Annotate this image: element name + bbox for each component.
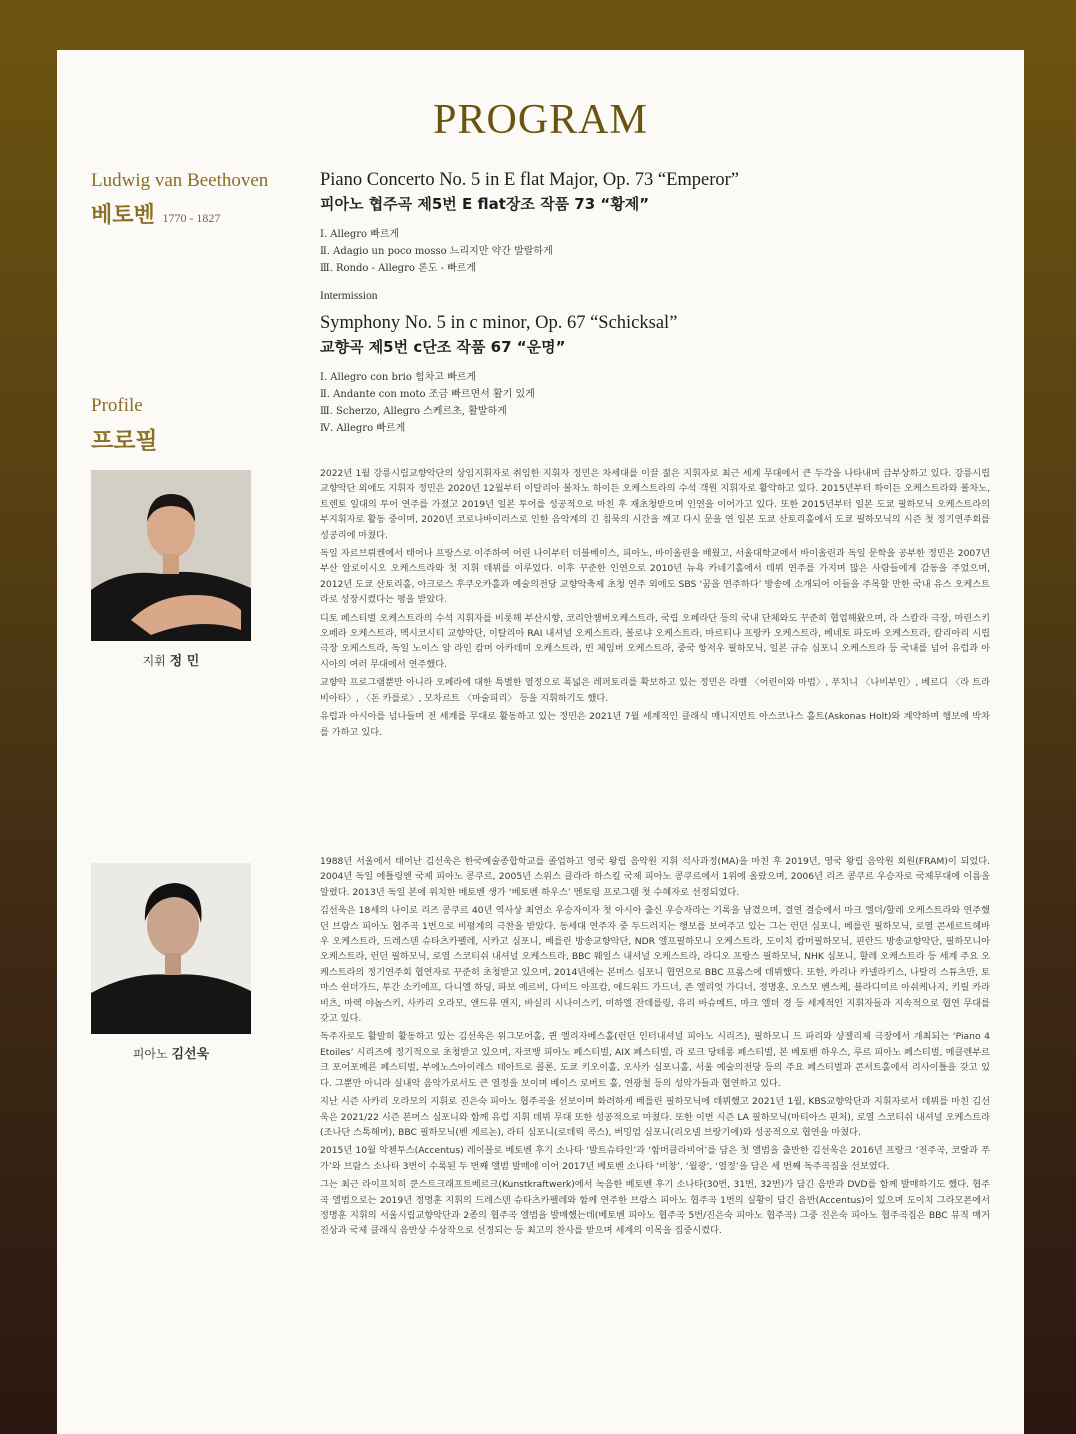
conductor-photo (91, 470, 251, 641)
composer-years: 1770 - 1827 (162, 211, 221, 225)
bio-paragraph: 독일 자르브뤼켄에서 태어나 프랑스로 이주하여 어린 나이부터 더블베이스, 피아노, 바이올린을 배웠고, 서울대학교에서 바이올린과 독일 문학을 공부한 정민은 2007년 부산 알로이시오 오케스트라와 첫 지휘 데뷔를 이루었다. 이후 꾸준한 인연으로 2010년 뉴욕 카네기홀에서 데뷔 연주를 가지며 많은 사람들에게 감동을 주었으며, 2012년 도쿄 산토리홀, 아크로스 후쿠오카홀과 예술의전당 교향악축제 초청 연주 외에도 SBS ‘꿈을 연주하다’ 방송에 소개되어 이들을 주목할 만한 국내 유스 오케스트라로 성장시켰다는 평을 받았다. (320, 548, 990, 606)
work-1-title-ko: 피아노 협주곡 제5번 E flat장조 작품 73 “황제” (320, 195, 650, 213)
work-1 (320, 170, 990, 277)
bio-paragraph: 독주자로도 활발히 활동하고 있는 김선욱은 위그모어홀, 퀸 엘리자베스홀(런던 인터내셔널 피아노 시리즈), 필하모니 드 파리와 샹젤리제 극장에서 개최되는 ‘Piano 4 Etoiles’ 시리즈에 정기적으로 초청받고 있으며, 자코뱅 피아노 페스티벌, AIX 페스티벌, 라 로크 당테롱 페스티벌, 본 베토벤 하우스, 루르 피아노 페스티벌, 메클렌부르크 포어포메른 페스티벌, 부에노스아이레스 테아트로 콜론, 도쿄 키오이홀, 오사카 심포니홀, 서울 예술의전당 등의 주요 페스티벌과 콘서트홀에서 리사이틀을 갖고 있다. 그뿐만 아니라 실내악 음악가로서도 큰 열정을 보이며 베이스 로버트 홀, 연광철 등의 성악가들과 협연하고 있다. (320, 1031, 990, 1089)
pianist-caption (91, 1043, 251, 1062)
bio-paragraph: 지난 시즌 사카리 오라모의 지휘로 진은숙 피아노 협주곡을 선보이며 화려하게 베를린 필하모닉에 데뷔했고 2021년 1월, KBS교향악단과 지휘자로서 데뷔를 마친 김선욱은 2021/22 시즌 본머스 심포니와 함께 유럽 지휘 데뷔 무대 또한 성공적으로 마쳤다. 또한 이번 시즌 LA 필하모닉(마티아스 핀처), 로열 스코티쉬 내셔널 오케스트라(조나단 스톡해머), BBC 필하모닉(벤 게르논), 라티 심포니(로데릭 콕스), 버밍엄 심포니(리오넬 브랑기에)와 성공적으로 협연을 마쳤다. (320, 1096, 990, 1138)
profile-heading-ko: 프로필 (91, 428, 158, 454)
work-2-title-ko: 교향곡 제5번 c단조 작품 67 “운명” (320, 338, 566, 356)
work-2-title-en: Symphony No. 5 in c minor, Op. 67 “Schicksal” (320, 313, 678, 333)
composer-name-en: Ludwig van Beethoven (91, 170, 269, 191)
work-2-movement: Ⅰ. Allegro con brio 힘차고 빠르게 (320, 372, 477, 383)
bio-paragraph: 2022년 1월 강릉시립교향악단의 상임지휘자로 취임한 지휘자 정민은 차세대를 이끌 젊은 지휘자로 최근 세계 무대에서 큰 두각을 나타내며 급부상하고 있다. 강릉시립교향악단 외에도 지휘자 정민은 2020년 12월부터 이탈리아 볼차노 하이든 오케스트라의 수석 객원 지휘자로 활약하고 있다. 2015년부터 하이든 오케스트라와 볼차노, 트렌토 일대의 투어 연주를 가졌고 2019년 일본 투어를 성공적으로 마친 후 재초청받으며 인연을 이어가고 있다. 또한 2015년부터 일본 도쿄 필하모닉 오케스트라의 부지휘자로 활동 중이며, 2020년 코로나바이러스로 인한 음악계의 긴 침묵의 시간을 깨고 다시 문을 연 일본 도쿄 산토리홀에서 도쿄 필하모닉의 시즌 첫 정기연주회를 성공리에 마쳤다. (320, 468, 990, 541)
pianist-bio (320, 854, 990, 1242)
page-title: PROGRAM (433, 97, 648, 143)
work-2-movement: Ⅲ. Scherzo, Allegro 스케르초, 활발하게 (320, 406, 507, 417)
pianist-role: 피아노 (132, 1047, 168, 1061)
composer-name-ko-text: 베토벤 (91, 203, 155, 228)
conductor-name: 정 민 (169, 654, 200, 669)
bio-paragraph: 교향악 프로그램뿐만 아니라 오페라에 대한 특별한 열정으로 폭넓은 레퍼토리를 확보하고 있는 정민은 라벨 〈어린이와 마법〉, 푸치니 〈나비부인〉, 베르디 〈라 트라비아타〉, 〈돈 카를로〉, 모차르트 〈마술피리〉 등을 지휘하기도 했다. (320, 677, 990, 704)
work-2 (320, 313, 990, 437)
conductor-caption (91, 650, 251, 669)
bio-paragraph: 1988년 서울에서 태어난 김선욱은 한국예술종합학교를 졸업하고 영국 왕립 음악원 지휘 석사과정(MA)을 마친 후 2019년, 영국 왕립 음악원 회원(FRAM)이 되었다. 2004년 독일 에틀링엔 국제 피아노 콩쿠르, 2005년 스위스 클라라 하스킬 국제 피아노 콩쿠르에서 1위에 올랐으며, 2006년 리즈 콩쿠르 우승자로 국제무대에 이름을 알렸다. 2013년 독일 본에 위치한 베토벤 생가 ‘베토벤 하우스’ 멘토링 프로그램 첫 수혜자로 선정되었다. (320, 856, 990, 898)
conductor-role: 지휘 (142, 654, 166, 668)
work-2-movement: Ⅱ. Andante con moto 조금 빠르면서 활기 있게 (320, 389, 535, 400)
work-1-movement: Ⅲ. Rondo - Allegro 론도 - 빠르게 (320, 263, 477, 274)
conductor-bio (320, 466, 990, 743)
bio-paragraph: 그는 최근 라이프치히 쿤스트크래프트베르크(Kunstkraftwerk)에서 녹음한 베토벤 후기 소나타(30번, 31번, 32번)가 담긴 음반과 DVD를 함께 발매하기도 했다. 협주곡 앨범으로는 2019년 정명훈 지휘의 드레스덴 슈타츠카펠레와 함께 연주한 브람스 피아노 협주곡 1번의 실황이 담긴 음반(Accentus)이 있으며 도이치 그라모폰에서 정명훈 지휘의 서울시립교향악단과 2종의 협주곡 앨범을 발매했는데(베토벤 피아노 협주곡 5번/진은숙 피아노 협주곡) 그중 진은숙 피아노 협주곡집은 BBC 뮤직 매거진상과 국제 클래식 음반상 수상작으로 선정되는 등 최고의 찬사를 받으며 세계의 이목을 집중시켰다. (320, 1179, 990, 1237)
profile-heading-en: Profile (91, 395, 143, 416)
work-1-movement: Ⅰ. Allegro 빠르게 (320, 229, 400, 240)
pianist-name: 김선욱 (171, 1047, 210, 1062)
work-1-title-en: Piano Concerto No. 5 in E flat Major, Op. 73 “Emperor” (320, 170, 740, 190)
composer-name-ko (91, 198, 311, 229)
bio-paragraph: 디토 페스티벌 오케스트라의 수석 지휘자를 비롯해 부산시향, 코리안챔버오케스트라, 국립 오페라단 등의 국내 단체와도 꾸준히 협업해왔으며, 라 스칼라 극장, 마린스키 오페라 오케스트라, 멕시코시티 교향악단, 이탈리아 RAI 내셔널 오케스트라, 볼로냐 오케스트라, 마르티나 프랑카 오케스트라, 베네토 파도바 오케스트라, 칼리아리 시립극장 오케스트라, 독일 노이스 암 라인 캄머 아카데미 오케스트라, 빈 체임버 오케스트라, 중국 항저우 필하모닉, 일본 규슈 심포니 오케스트라 등 국내를 넘어 유럽과 아시아의 여러 무대에서 연주했다. (320, 612, 990, 670)
work-2-movement: Ⅳ. Allegro 빠르게 (320, 423, 406, 434)
bio-paragraph: 2015년 10월 악첸투스(Accentus) 레이블로 베토벤 후기 소나타 ‘발트슈타인’과 ‘함머클라비어’를 담은 첫 앨범을 출반한 김선욱은 2016년 프랑크 ‘전주곡, 코랄과 푸가’와 브람스 소나타 3번이 수록된 두 번째 앨범 발매에 이어 2017년 베토벤 소나타 ‘비창’, ‘월광’, ‘열정’을 담은 세 번째 독주곡집을 선보였다. (320, 1145, 990, 1172)
work-1-movement: Ⅱ. Adagio un poco mosso 느리지만 약간 발랄하게 (320, 246, 553, 257)
intermission-label: Intermission (320, 290, 378, 302)
bio-paragraph: 유럽과 아시아를 넘나들며 전 세계를 무대로 활동하고 있는 정민은 2021년 7월 세계적인 클래식 매니지먼트 아스코나스 홀트(Askonas Holt)와 계약하며 행보에 박차를 가하고 있다. (320, 711, 990, 738)
program-sheet (57, 50, 1024, 1434)
bio-paragraph: 김선욱은 18세의 나이로 리즈 콩쿠르 40년 역사상 최연소 우승자이자 첫 아시아 출신 우승자라는 기록을 남겼으며, 결연 결승에서 마크 엘더/할레 오케스트라와 연주했던 브람스 피아노 협주곡 1번으로 비평계의 극찬을 받았다. 동세대 연주자 중 두드러지는 행보를 보여주고 있는 그는 런던 심포니, 베를린 필하모닉, 로열 콘세르트헤바우 오케스트라, 드레스덴 슈타츠카펠레, 시카고 심포니, 베를린 방송교향악단, NDR 엘프필하모니 오케스트라, 도이치 캄머필하모닉, 핀란드 방송교향악단, 필하모니아 오케스트라, 런던 필하모닉, 로열 스코티쉬 내셔널 오케스트라, BBC 웨일스 내셔널 오케스트라, 라디오 프랑스 필하모닉, NHK 심포니, 할레 오케스트라 등 세계 주요 오케스트라의 정기연주회 협연자로 꾸준히 초청받고 있으며, 2014년에는 본머스 심포니 협연으로 BBC 프롬스에 데뷔했다. 또한, 카리나 카넬라키스, 나탈리 스튜츠만, 토마스 쉰더가드, 투간 소키에프, 다니엘 하딩, 파보 예르비, 다비드 아프캄, 에드워드 가드너, 존 엘리엇 가디너, 정명훈, 오스모 벤스케, 블라디미르 아쉬케나지, 키릴 카라비츠, 마렉 야놉스키, 사카리 오라모, 앤드류 맨지, 바실리 시나이스키, 미하엘 잔데를링, 유리 바슈메트, 마크 엘더 경 등 세계적인 지휘자들과 지속적으로 협연 무대를 갖고 있다. (320, 905, 990, 1025)
pianist-photo (91, 863, 251, 1034)
